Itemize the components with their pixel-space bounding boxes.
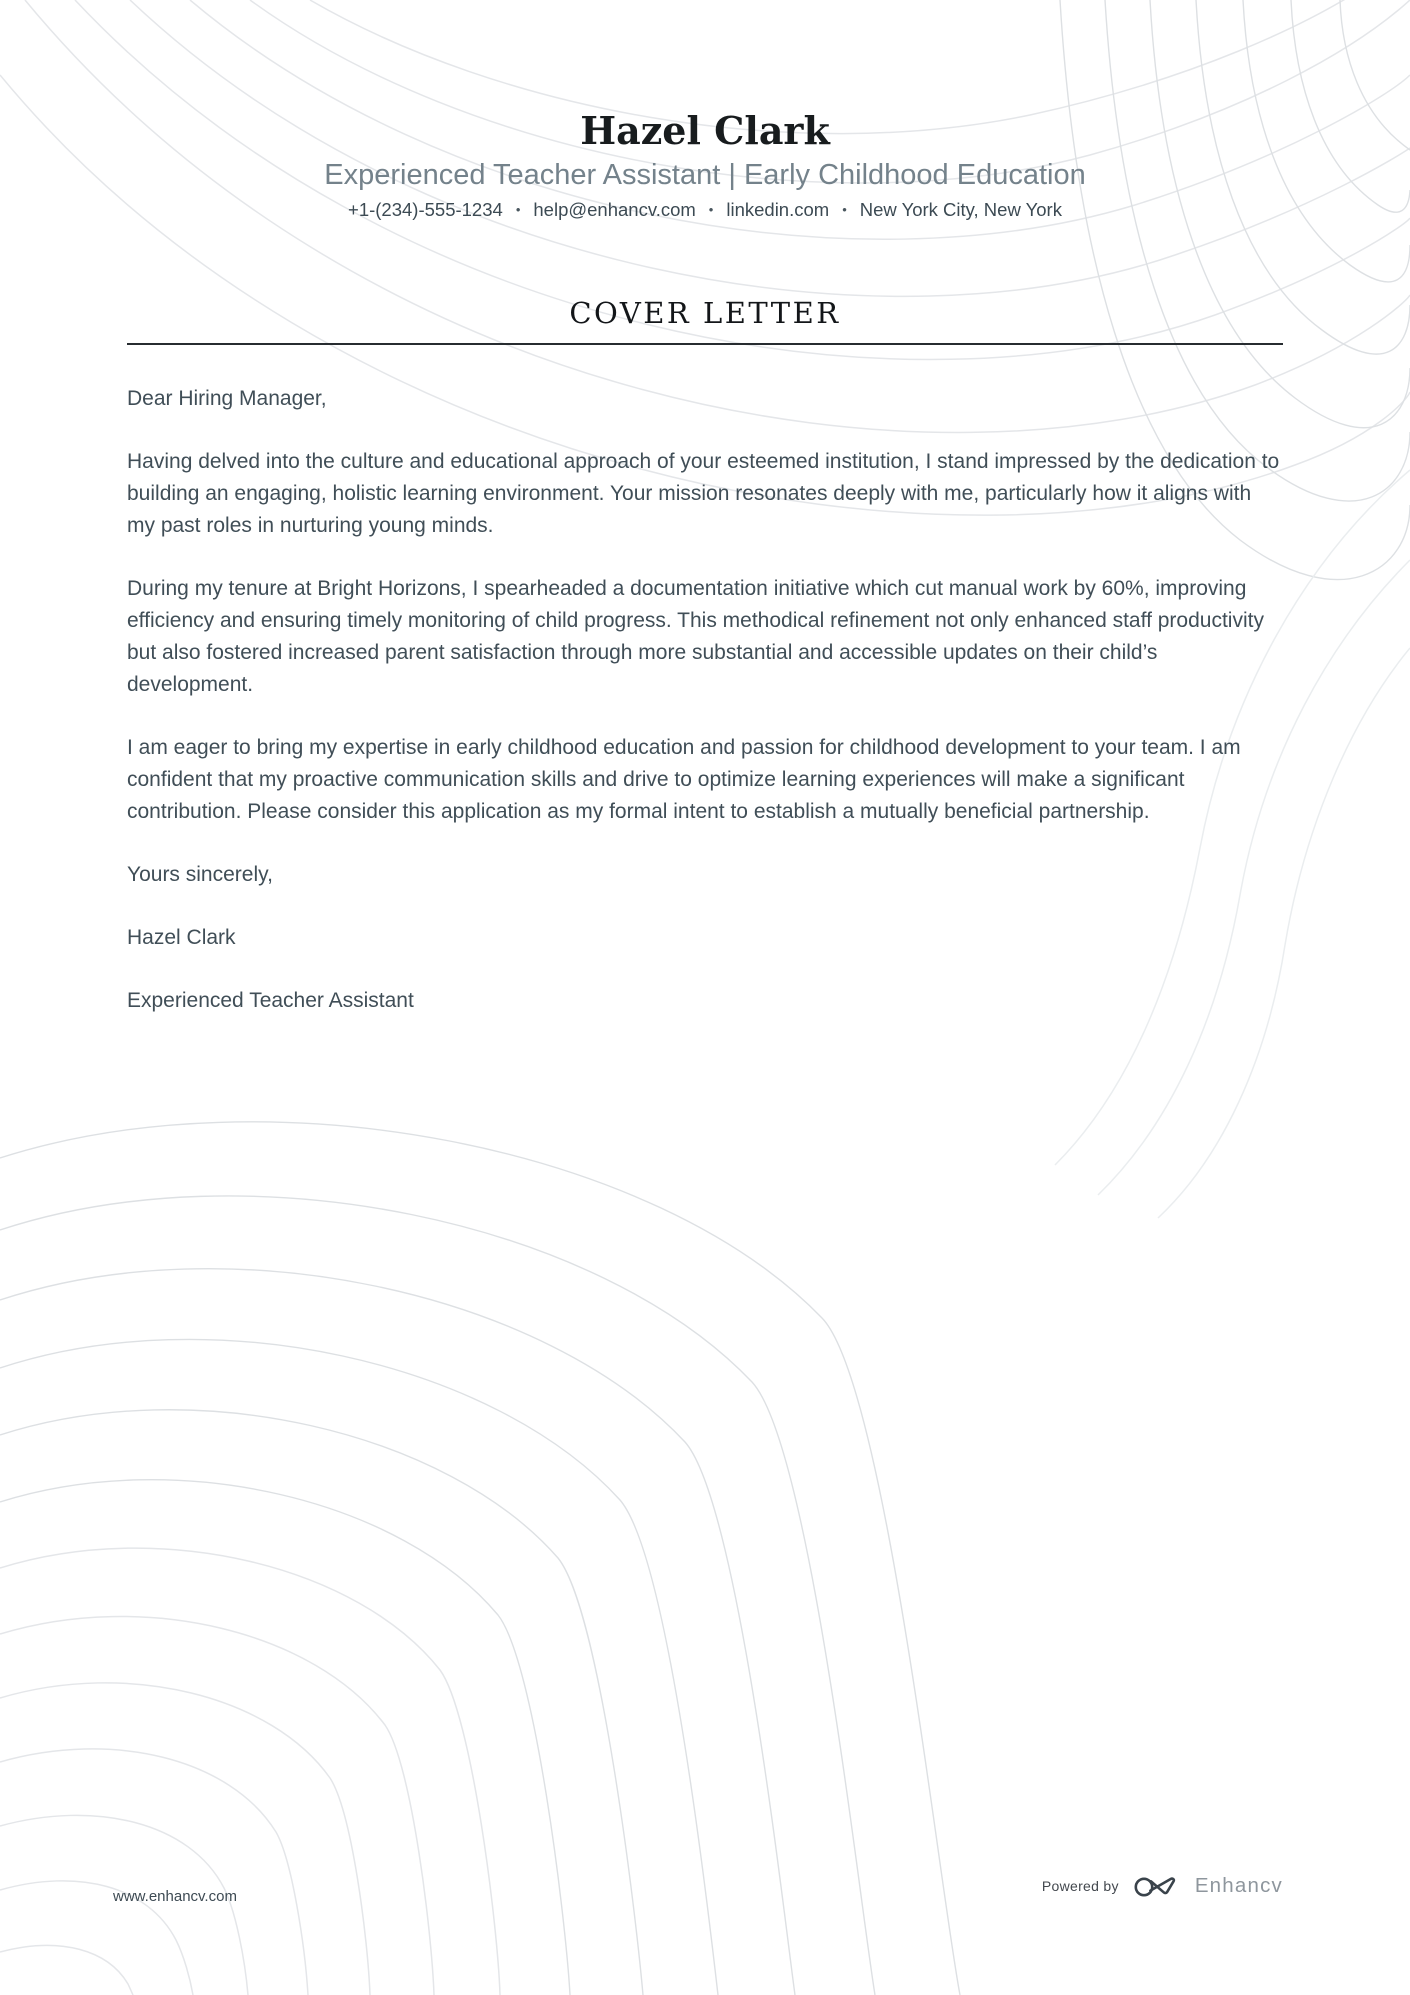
section-header — [0, 295, 1410, 345]
linkedin-link[interactable]: linkedin.com — [726, 199, 830, 220]
signature-name: Hazel Clark — [127, 926, 236, 949]
enhancv-wordmark: Enhancv — [1194, 1874, 1283, 1897]
contact-line — [0, 197, 1410, 223]
powered-by-badge[interactable] — [1042, 1872, 1283, 1900]
bullet-separator: • — [515, 202, 521, 217]
contour-pattern-bottom — [0, 1100, 1410, 1995]
section-title: COVER LETTER — [569, 296, 841, 330]
powered-by-label: Powered by — [1041, 1878, 1119, 1894]
paragraph-2: During my tenure at Bright Horizons, I spearheaded a documentation initiative which cut manual work by 60%, improving efficiency and ensuring timely monitoring of child progress. This methodical refinement not only enhanced staff productivity but also fostered increased parent satisfaction through more substantial and accessible updates on their child’s development. — [127, 577, 1264, 696]
salutation: Dear Hiring Manager, — [127, 387, 327, 410]
section-divider — [127, 343, 1283, 345]
header — [0, 0, 1410, 223]
email-link[interactable]: help@enhancv.com — [533, 199, 696, 220]
letter-body — [127, 383, 1283, 1017]
phone-number: +1-(234)-555-1234 — [348, 199, 503, 220]
location-text: New York City, New York — [859, 199, 1062, 220]
bullet-separator: • — [842, 202, 847, 217]
signature-title: Experienced Teacher Assistant — [127, 989, 414, 1012]
paragraph-1: Having delved into the culture and educational approach of your esteemed institution, I stand impressed by the dedication to building an engaging, holistic learning environment. Your mission resonates deeply with me, particularly how it aligns with my past roles in nurturing young minds. — [127, 450, 1280, 537]
enhancv-logo-icon — [1133, 1872, 1181, 1900]
bullet-separator: • — [708, 202, 714, 217]
paragraph-3: I am eager to bring my expertise in early childhood education and passion for childhood development to your team. I am confident that my proactive communication skills and drive to optimize learning experiences will make a significant contribution. Please consider this application as my formal intent to establish a mutually beneficial partnership. — [127, 736, 1241, 823]
closing: Yours sincerely, — [127, 863, 273, 886]
person-name: Hazel Clark — [580, 108, 830, 153]
job-title: Experienced Teacher Assistant | Early Childhood Education — [324, 159, 1086, 191]
footer-website-link[interactable]: www.enhancv.com — [113, 1888, 237, 1905]
